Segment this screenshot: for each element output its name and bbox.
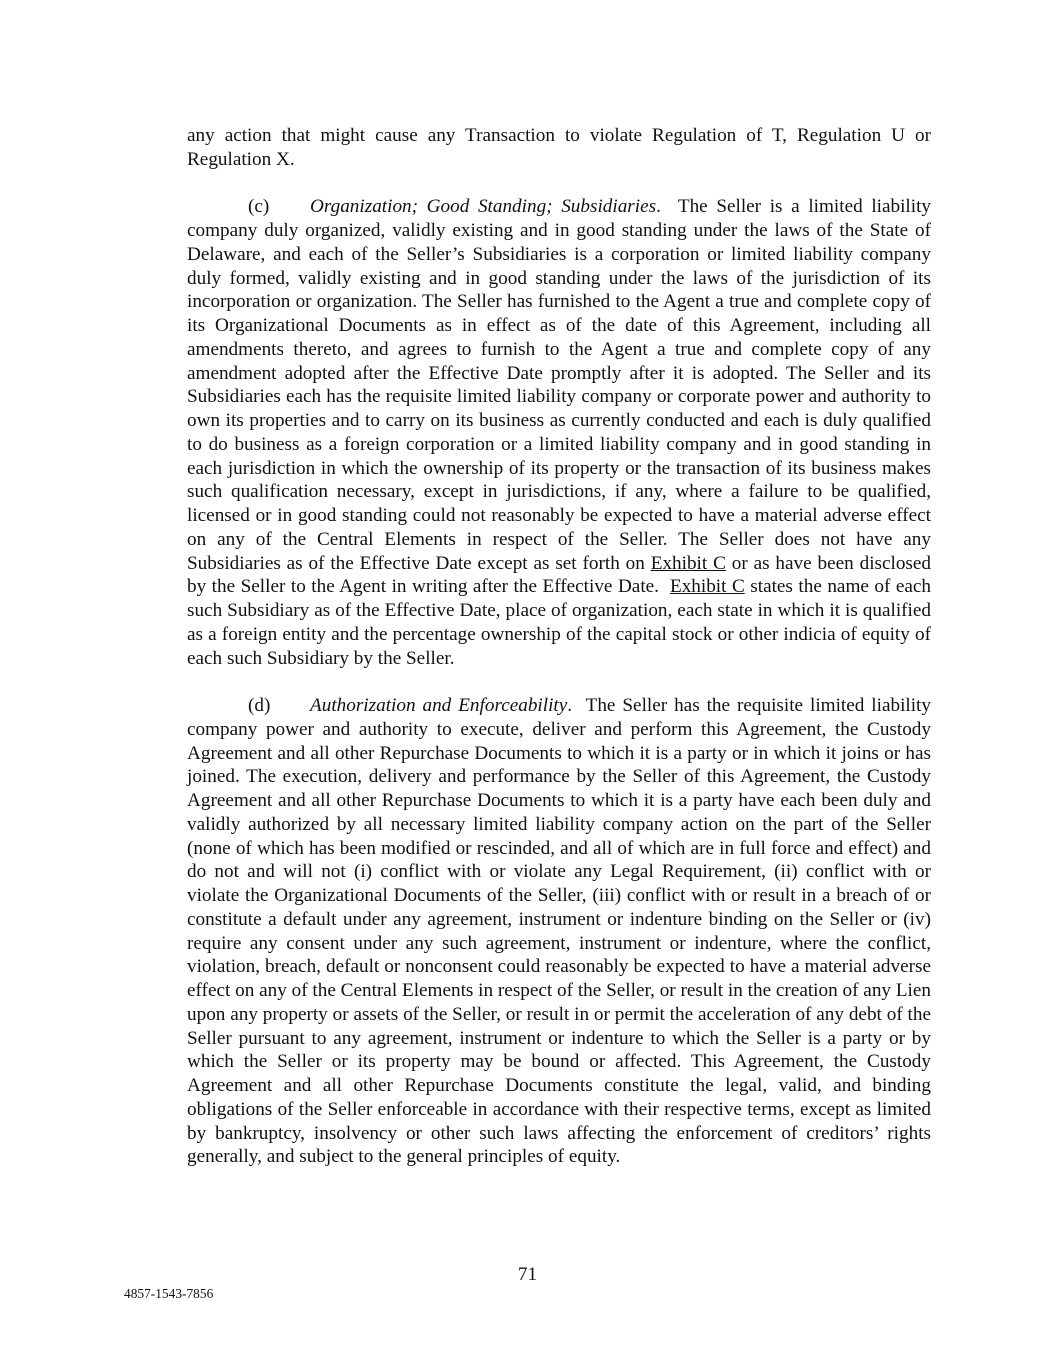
section-c-heading-punct: . — [656, 196, 661, 218]
continuation-paragraph — [187, 124, 931, 172]
section-c-text-2: or as have been disclosed by the Seller to the Agent in writing after the Effective Date. — [187, 552, 932, 598]
document-body — [187, 124, 931, 1169]
document-id: 4857-1543-7856 — [124, 1286, 214, 1301]
page-number: 71 — [517, 1264, 538, 1285]
section-c-text-1: The Seller is a limited liability company duly organized, validly existing and in good standing under the laws of the State of Delaware, and each of the Seller’s Subsidiaries is a corporation or limited liability company duly formed, validly existing and in good standing under the laws of the jurisdiction of its incorporation or organization. The Seller has furnished to the Agent a true and complete copy of its Organizational Documents as in effect as of the date of this Agreement, including all amendments thereto, and agrees to furnish to the Agent a true and complete copy of any amendment adopted after the Effective Date promptly after it is adopted. The Seller and its Subsidiaries each has the requisite limited liability company or corporate power and authority to own its properties and to carry on its business as currently conducted and each is duly qualified to do business as a foreign corporation or a limited liability company and in good standing in each jurisdiction in which the ownership of its property or the transaction of its business makes such qualification necessary, except in jurisdictions, if any, where a failure to be qualified, licensed or in good standing could not reasonably be expected to have a material adverse effect on any of the Central Elements in respect of the Seller. The Seller does not have any Subsidiaries as of the Effective Date except as set forth on — [187, 196, 932, 574]
section-c-label: (c) — [248, 196, 270, 218]
section-d-text: The Seller has the requisite limited liability company power and authority to execute, deliver and perform this Agreement, the Custody Agreement and all other Repurchase Documents to which it is a party or in which it joins or has joined. The execution, delivery and performance by the Seller of this Agreement, the Custody Agreement and all other Repurchase Documents to which it is a party have each been duly and validly authorized by all necessary limited liability company action on the part of the Seller (none of which has been modified or rescinded, and all of which are in full force and effect) and do not and will not (i) conflict with or violate any Legal Requirement, (ii) conflict with or violate the Organizational Documents of the Seller, (iii) conflict with or result in a breach of or constitute a default under any agreement, instrument or indenture binding on the Seller or (iv) require any consent under any such agreement, instrument or indenture, where the conflict, violation, breach, default or nonconsent could reasonably be expected to have a material adverse effect on any of the Central Elements in respect of the Seller, or result in the creation of any Lien upon any property or assets of the Seller, or result in or permit the acceleration of any debt of the Seller pursuant to any agreement, instrument or indenture to which the Seller is a party or by which the Seller or its property may be bound or affected. This Agreement, the Custody Agreement and all other Repurchase Documents constitute the legal, valid, and binding obligations of the Seller enforceable in accordance with their respective terms, except as limited by bankruptcy, insolvency or other such laws affecting the enforcement of creditors’ rights generally, and subject to the general principles of equity. — [187, 695, 931, 1168]
section-d-label: (d) — [248, 695, 271, 716]
section-d-heading: Authorization and Enforceability — [310, 695, 568, 716]
section-c-text-3: states the name of each such Subsidiary as of the Effective Date, place of organization, each state in which it is qualified as a foreign entity and the percentage ownership of the capital stock or other indicia of equity of each such Subsidiary by the Seller. — [187, 576, 932, 669]
section-d-paragraph — [187, 694, 931, 1169]
section-c-paragraph — [187, 195, 931, 670]
continuation-text: any action that might cause any Transaction to violate Regulation of T, Regulation U or Regulation X. — [187, 125, 931, 170]
section-c-heading: Organization; Good Standing; Subsidiaries — [310, 196, 657, 218]
exhibit-c-reference-2: Exhibit C — [669, 576, 745, 598]
section-d-heading-punct: . — [567, 695, 573, 716]
exhibit-c-reference-1: Exhibit C — [650, 552, 726, 574]
